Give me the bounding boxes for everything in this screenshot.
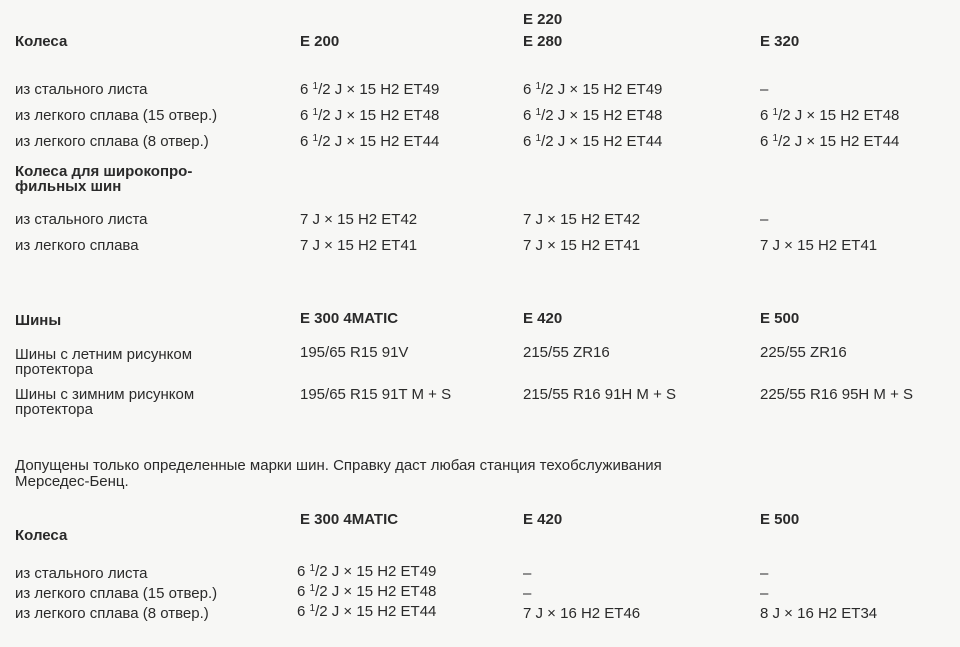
table-cell: 195/65 R15 91V [300,344,409,361]
section3-title: Шины [15,312,62,329]
row-label: из стального листа [15,81,148,98]
col-header-e420: E 420 [523,511,563,528]
col-header-e420: E 420 [523,310,563,327]
row-label: из легкого сплава (15 отвер.) [15,585,218,602]
table-cell: 6 $^1$/2 J × 15 H2 ET44 [760,133,900,150]
table-cell: – [760,211,769,228]
table-cell: 215/55 ZR16 [523,344,610,361]
col-header-e500: E 500 [760,310,800,327]
table-cell: – [523,565,532,582]
table-cell: 7 J × 16 H2 ET46 [523,605,641,622]
table-cell: 6 $^1$/2 J × 15 H2 ET49 [300,81,440,98]
table-cell: 6 $^1$/2 J × 15 H2 ET48 [760,107,900,124]
note-line1: Допущены только определенные марки шин. Справку даст любая станция техобслуживания [15,457,662,474]
table-cell: – [760,81,769,98]
col-header-e220: E 220 [523,11,563,28]
table-cell: 225/55 R16 95H M + S [760,386,914,403]
row-label: из легкого сплава (8 отвер.) [15,605,209,622]
col-header-e500: E 500 [760,511,800,528]
table-cell: 6 $^1$/2 J × 15 H2 ET44 [523,133,663,150]
table-cell: – [760,585,769,602]
table-cell: 7 J × 15 H2 ET41 [523,237,641,254]
table-cell: 6 $^1$/2 J × 15 H2 ET49 [297,563,437,580]
table-cell: 6 $^1$/2 J × 15 H2 ET48 [523,107,663,124]
table-cell: 7 J × 15 H2 ET42 [523,211,641,228]
section4-title: Колеса [15,527,68,544]
table-cell: 6 $^1$/2 J × 15 H2 ET49 [523,81,663,98]
table-cell: 6 $^1$/2 J × 15 H2 ET48 [300,107,440,124]
table-cell: – [523,585,532,602]
note-line2: Мерседес-Бенц. [15,473,129,490]
row-label-line1: Шины с зимним рисунком [15,386,195,403]
col-header-e300-4matic: E 300 4MATIC [300,310,399,327]
table-cell: 7 J × 15 H2 ET41 [760,237,878,254]
table-cell: 195/65 R15 91T M + S [300,386,452,403]
row-label-line2: протектора [15,361,93,378]
col-header-e200: E 200 [300,33,340,50]
row-label-line1: Шины с летним рисунком [15,346,193,363]
table-cell: – [760,565,769,582]
row-label-line2: протектора [15,401,93,418]
table-cell: 6 $^1$/2 J × 15 H2 ET44 [300,133,440,150]
col-header-e300-4matic: E 300 4MATIC [300,511,399,528]
section2-title-line1: Колеса для широкопро- [15,163,193,180]
table-cell: 7 J × 15 H2 ET41 [300,237,418,254]
col-header-e320: E 320 [760,33,800,50]
row-label: из стального листа [15,211,148,228]
section2-title-line2: фильных шин [15,178,122,195]
table-cell: 6 $^1$/2 J × 15 H2 ET48 [297,583,437,600]
row-label: из легкого сплава [15,237,139,254]
row-label: из легкого сплава (15 отвер.) [15,107,218,124]
table-cell: 8 J × 16 H2 ET34 [760,605,878,622]
table-cell: 215/55 R16 91H M + S [523,386,677,403]
section1-title: Колеса [15,33,68,50]
table-cell: 225/55 ZR16 [760,344,847,361]
row-label: из стального листа [15,565,148,582]
table-cell: 7 J × 15 H2 ET42 [300,211,418,228]
row-label: из легкого сплава (8 отвер.) [15,133,209,150]
col-header-e280: E 280 [523,33,563,50]
table-cell: 6 $^1$/2 J × 15 H2 ET44 [297,603,437,620]
